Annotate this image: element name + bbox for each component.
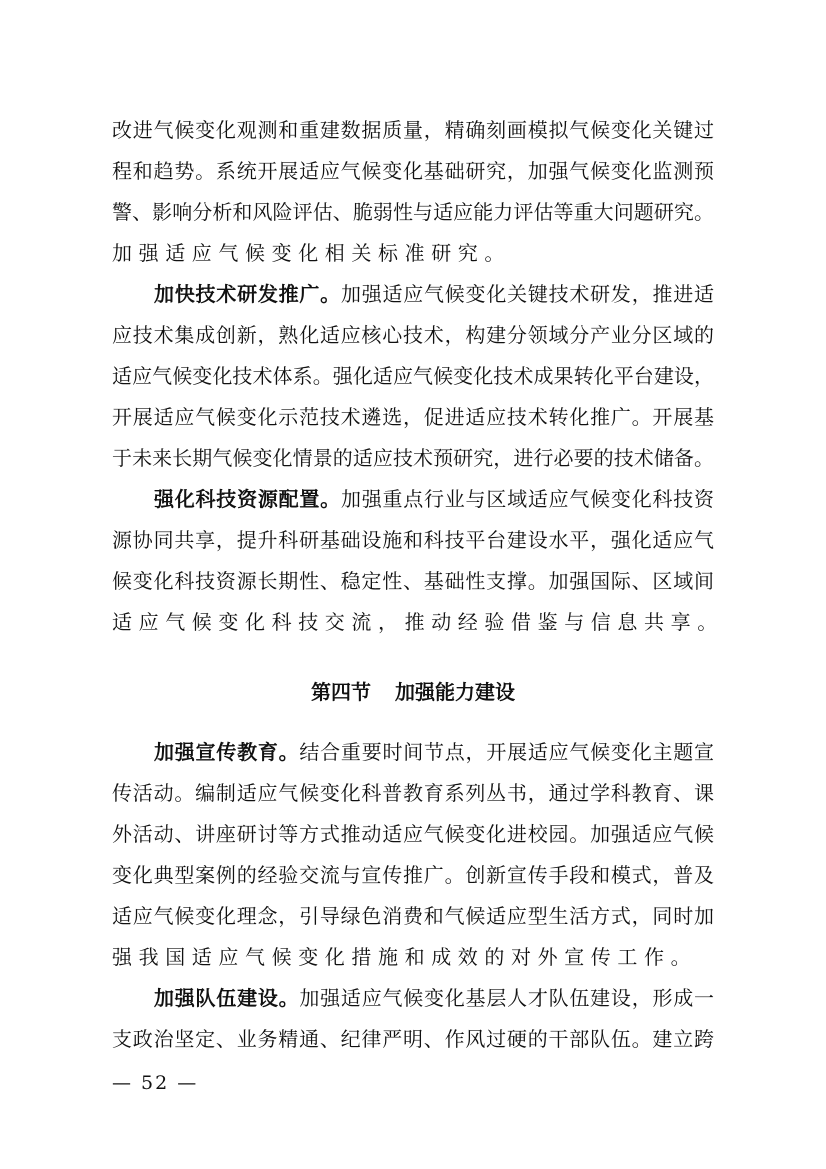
text-line — [112, 978, 714, 1019]
text-line: 源协同共享，提升科研基础设施和科技平台建设水平，强化适应气 — [112, 528, 714, 552]
text-line — [112, 732, 714, 773]
paragraph-lead: 加强宣传教育。 — [154, 740, 300, 764]
text-line: 开展适应气候变化示范技术遴选，促进适应技术转化推广。开展基 — [112, 405, 714, 429]
text-line — [112, 274, 714, 315]
paragraph-publicity — [112, 732, 714, 978]
text-run: 结合重要时间节点，开展适应气候变化主题宣 — [299, 740, 715, 764]
text-line: 程和趋势。系统开展适应气候变化基础研究，加强气候变化监测预 — [112, 159, 714, 183]
page-number: — 52 — — [112, 1072, 199, 1094]
text-line: 改进气候变化观测和重建数据质量，精确刻画模拟气候变化关键过 — [112, 118, 714, 142]
paragraph-research — [112, 110, 714, 274]
text-line: 传活动。编制适应气候变化科普教育系列丛书，通过学科教育、课 — [112, 781, 714, 805]
text-line: 适应气候变化科技交流，推动经验借鉴与信息共享。 — [112, 610, 724, 634]
text-line: 适应气候变化技术体系。强化适应气候变化技术成果转化平台建设， — [112, 364, 714, 388]
text-line: 应技术集成创新，熟化适应核心技术，构建分领域分产业分区域的 — [112, 323, 714, 347]
body-text-top — [112, 110, 724, 643]
text-line: 支政治坚定、业务精通、纪律严明、作风过硬的干部队伍。建立跨 — [112, 1027, 714, 1051]
text-line: 加强适应气候变化相关标准研究。 — [112, 241, 511, 265]
section-number: 第四节 — [311, 680, 371, 704]
text-line — [112, 479, 714, 520]
text-run: 加强适应气候变化基层人才队伍建设，形成一 — [299, 986, 715, 1010]
body-text-bottom — [112, 732, 714, 1060]
text-line: 警、影响分析和风险评估、脆弱性与适应能力评估等重大问题研究。 — [112, 200, 714, 224]
paragraph-resources — [112, 479, 724, 643]
paragraph-lead: 加强队伍建设。 — [154, 986, 300, 1010]
text-line: 变化典型案例的经验交流与宣传推广。创新宣传手段和模式，普及 — [112, 863, 714, 887]
paragraph-lead: 强化科技资源配置。 — [154, 487, 341, 511]
text-line: 于未来长期气候变化情景的适应技术预研究，进行必要的技术储备。 — [112, 446, 714, 470]
section-title: 加强能力建设 — [395, 680, 515, 704]
paragraph-team — [112, 978, 714, 1060]
text-run: 加强适应气候变化关键技术研发，推进适 — [340, 282, 715, 306]
text-line: 强我国适应气候变化措施和成效的对外宣传工作。 — [112, 945, 698, 969]
text-line: 外活动、讲座研讨等方式推动适应气候变化进校园。加强适应气候 — [112, 822, 714, 846]
section-heading — [0, 676, 826, 705]
text-run: 加强重点行业与区域适应气候变化科技资 — [340, 487, 715, 511]
text-line: 适应气候变化理念，引导绿色消费和气候适应型生活方式，同时加 — [112, 904, 714, 928]
paragraph-lead: 加快技术研发推广。 — [154, 282, 341, 306]
text-line: 候变化科技资源长期性、稳定性、基础性支撑。加强国际、区域间 — [112, 569, 714, 593]
paragraph-tech-rd — [112, 274, 714, 479]
